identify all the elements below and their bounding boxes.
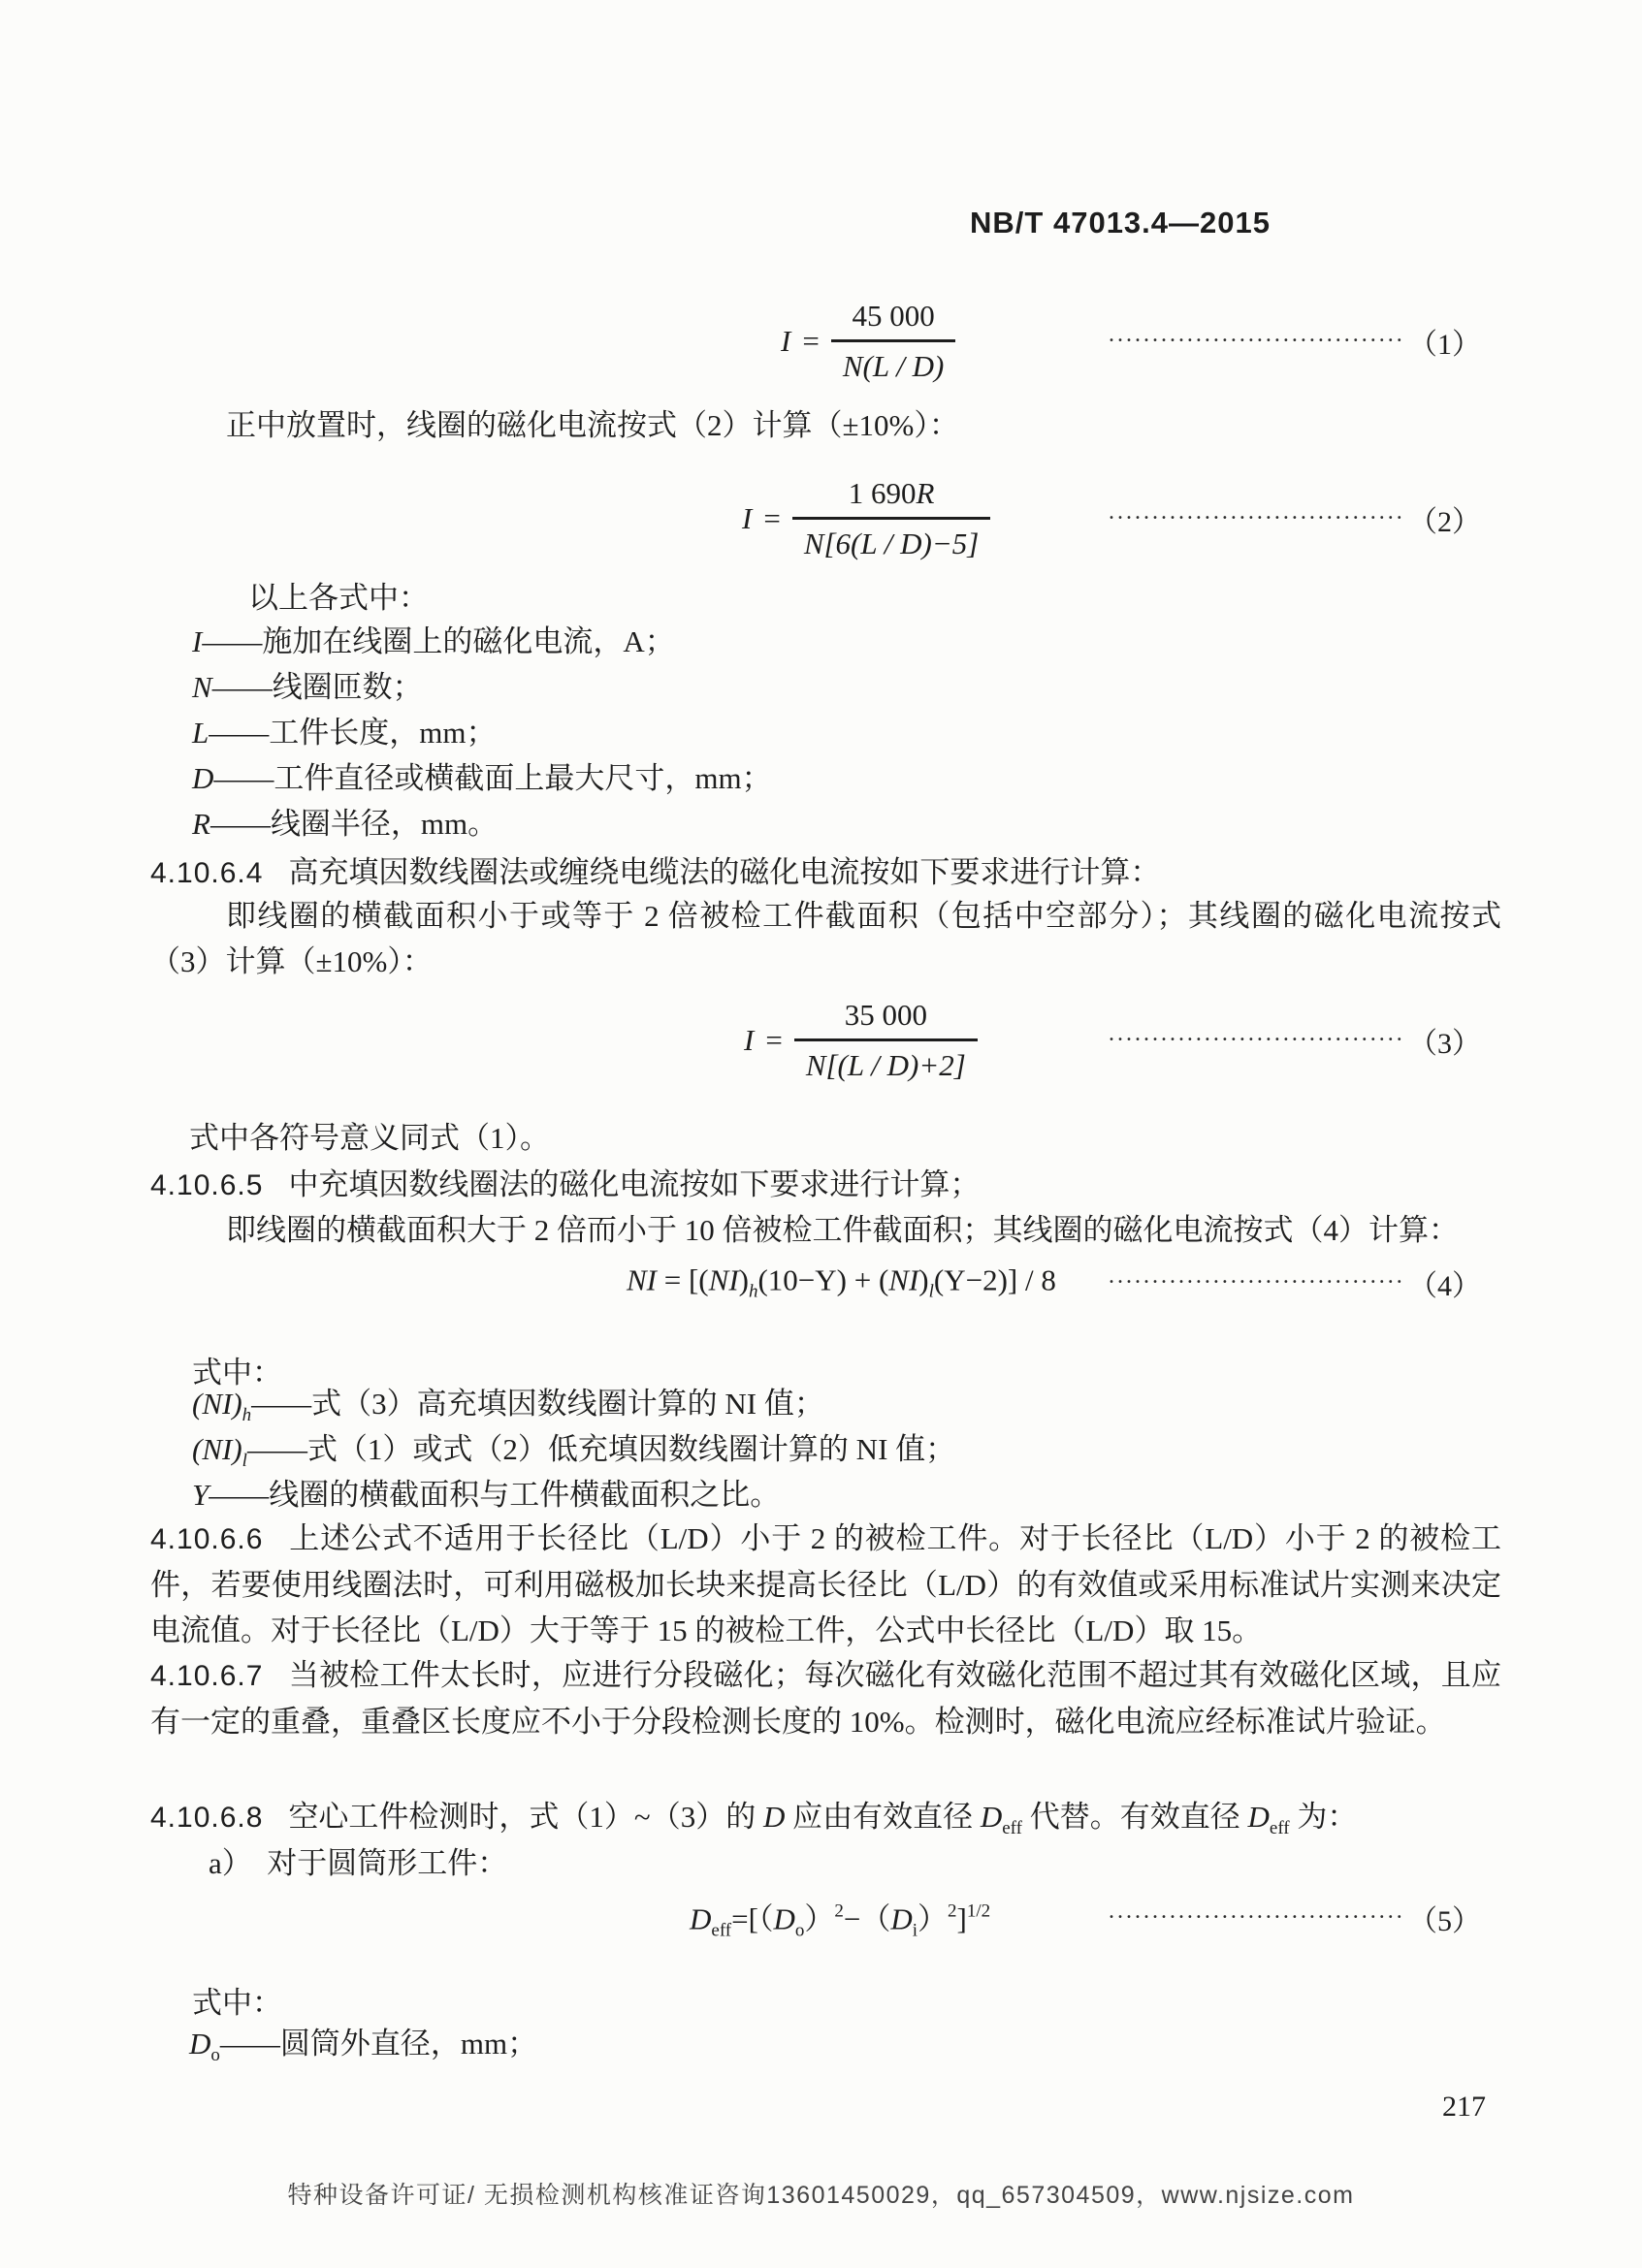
above-formulas-label: 以上各式中： <box>248 581 429 615</box>
definition-I: I——施加在线圈上的磁化电流，A； <box>192 624 675 658</box>
shizhong-label: 式中： <box>192 1986 282 2020</box>
definition-NI-h: $(NI)_h——$式（3）高充填因数线圈计算的 NI 值； <box>192 1387 824 1425</box>
clause-4-10-6-7: 4.10.6.7 当被检工件太长时，应进行分段磁化；每次磁化有效磁化范围不超过其有效磁化区域，且应有一定的重叠，重叠区长度应不小于分段检测长度的 10%。检测时，磁化电流应经标准试片验证。 <box>150 1658 1501 1739</box>
dots-leader: ·································· <box>1108 1269 1404 1295</box>
formula-1-lhs: I <box>781 324 791 358</box>
definition-Do: $D_o——$圆筒外直径，mm； <box>189 2027 538 2065</box>
formula-3 <box>744 997 978 1084</box>
fraction-numerator: 1 690R <box>792 475 991 520</box>
definition-R: R——线圈半径，mm。 <box>192 807 499 841</box>
paragraph-symbols-same: 式中各符号意义同式（1）。 <box>189 1121 550 1155</box>
definition-Y: Y——线圈的横截面积与工件横截面积之比。 <box>192 1478 781 1512</box>
fraction-denominator: N(L / D) <box>842 349 945 383</box>
clause-4-10-6-6: 4.10.6.6 上述公式不适用于长径比（L/D）小于 2 的被检工件。对于长径比（L/D）小于 2 的被检工件，若要使用线圈法时，可利用磁极加长块来提高长径比（L/D）的有效值或采用标准试片实测来决定电流值。对于长径比（L/D）大于等于 15 的被检工件，公式中长径比（L/D）取 15。 <box>150 1521 1501 1647</box>
fraction-numerator: 45 000 <box>831 298 956 342</box>
formula-4-number: （4） <box>1408 1270 1481 1302</box>
clause-heading-4-10-6-5: 4.10.6.5 中充填因数线圈法的磁化电流按如下要求进行计算； <box>150 1167 981 1201</box>
formula-3-lhs: I <box>744 1023 755 1057</box>
formula-2-lhs: I <box>742 501 753 535</box>
clause-number: 4.10.6.5 <box>150 1169 264 1201</box>
paragraph-4-10-6-4: 即线圈的横截面积小于或等于 2 倍被检工件截面积（包括中空部分）；其线圈的磁化电流按式（3）计算（±10%）： <box>150 899 1501 978</box>
clause-number: 4.10.6.4 <box>150 857 264 889</box>
formula-1 <box>781 298 955 385</box>
equals-sign: = <box>802 324 820 358</box>
fraction-denominator: N[(L / D)+2] <box>805 1048 966 1082</box>
paragraph-4-10-6-5: 即线圈的横截面积大于 2 倍而小于 10 倍被检工件截面积；其线圈的磁化电流按式（4）计算： <box>226 1213 1459 1247</box>
formula-2 <box>742 475 990 562</box>
formula-3-number: （3） <box>1408 1028 1481 1060</box>
definition-D: D——工件直径或横截面上最大尺寸，mm； <box>192 761 772 795</box>
formula-5-number: （5） <box>1408 1905 1481 1937</box>
fraction-denominator: N[6(L / D)−5] <box>803 527 980 560</box>
fraction <box>792 475 991 562</box>
footer-service-line: 特种设备许可证/ 无损检测机构核准证咨询13601450029，qq_657304509，www.njsize.com <box>287 2182 1355 2209</box>
equals-sign: = <box>765 1023 783 1057</box>
clause-4-10-6-8: 4.10.6.8 空心工件检测时，式（1）~（3）的 D 应由有效直径 $D_{eff}$ 代替。有效直径 $D_{eff}$ 为： <box>150 1800 1358 1838</box>
dots-leader: ·································· <box>1108 1904 1404 1931</box>
list-item-a: a） 对于圆筒形工件： <box>209 1846 508 1880</box>
definition-L: L——工件长度，mm； <box>192 716 497 750</box>
formula-2-number: （2） <box>1408 506 1481 538</box>
definition-N: N——线圈匝数； <box>192 670 423 704</box>
page-number: 217 <box>1442 2091 1486 2123</box>
formula-1-number: （1） <box>1408 329 1481 361</box>
clause-heading-4-10-6-4: 4.10.6.4 高充填因数线圈法或缠绕电缆法的磁化电流按如下要求进行计算： <box>150 855 1161 889</box>
fraction-numerator: 35 000 <box>794 997 978 1041</box>
fraction <box>831 298 956 385</box>
fraction <box>794 997 978 1084</box>
standard-code-header: NB/T 47013.4—2015 <box>970 206 1271 240</box>
dots-leader: ·································· <box>1108 1027 1404 1053</box>
paragraph-center-placement: 正中放置时，线圈的磁化电流按式（2）计算（±10%）： <box>226 408 959 442</box>
definition-NI-l: $(NI)_l——$式（1）或式（2）低充填因数线圈计算的 NI 值； <box>192 1432 956 1471</box>
shizhong-label: 式中： <box>192 1356 282 1390</box>
formula-5: $D_{eff}=[(D_o)^2-(D_i)^2]^{1/2}$ <box>690 1901 991 1941</box>
dots-leader: ·································· <box>1108 328 1404 354</box>
equals-sign: = <box>763 501 781 535</box>
dots-leader: ·································· <box>1108 505 1404 531</box>
formula-4: NI = $[(NI)_h(10-Y) + (NI)_l(Y-2)] / 8$ <box>627 1262 1056 1302</box>
clause-number: 4.10.6.8 <box>150 1802 264 1834</box>
clause-number: 4.10.6.7 <box>150 1660 264 1692</box>
clause-number: 4.10.6.6 <box>150 1523 264 1555</box>
